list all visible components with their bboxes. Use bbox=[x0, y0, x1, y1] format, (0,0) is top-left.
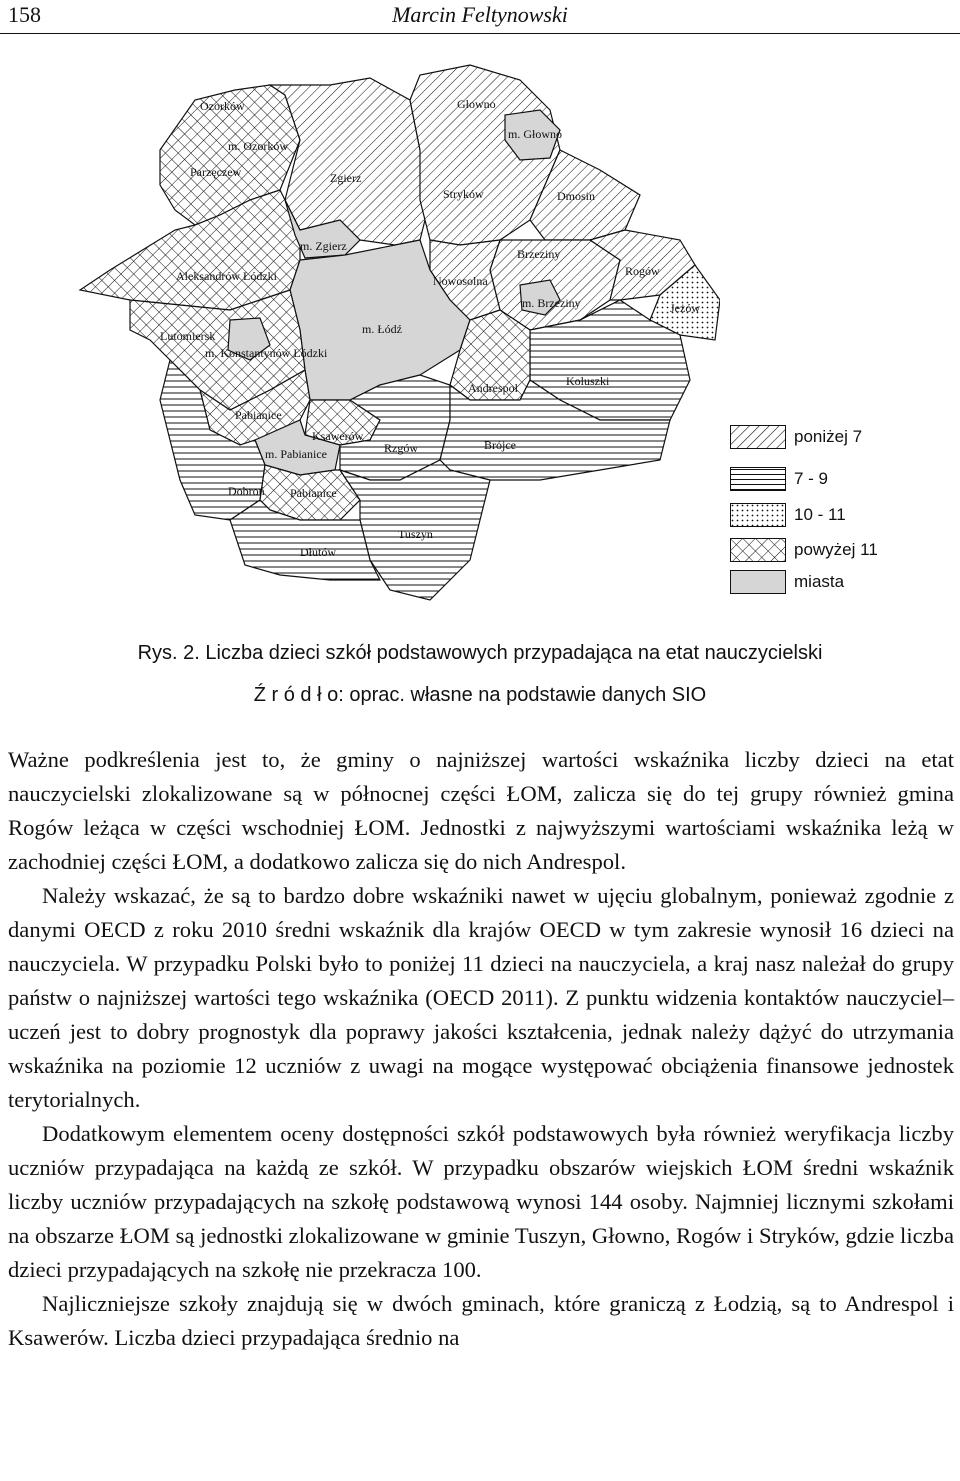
legend-item-7-9 bbox=[730, 467, 950, 495]
body-text bbox=[8, 743, 954, 1355]
legend-item-above-11 bbox=[730, 538, 950, 566]
label-lutomiersk: Lutomiersk bbox=[160, 329, 216, 343]
paragraph: Ważne podkreślenia jest to, że gminy o najniższej wartości wskaźnika liczby dzieci na etat nauczycielski zlokalizowane są w północnej części ŁOM, zalicza się do tej grupy również gmina Rogów leżąca w części wschodniej ŁOM. Jednostki z najwyższymi wartościami wskaźnika leżą w zachodniej części ŁOM, a dodatkowo zalicza się do nich Andrespol. bbox=[8, 747, 954, 874]
page-header bbox=[0, 0, 960, 28]
label-m-lodz: m. Łódź bbox=[362, 322, 402, 336]
legend-label: powyżej 11 bbox=[794, 540, 878, 559]
legend-item-below-7 bbox=[730, 425, 950, 453]
legend-label: 10 - 11 bbox=[794, 505, 846, 524]
label-rzgow: Rzgów bbox=[384, 441, 418, 455]
label-strykow: Stryków bbox=[443, 187, 484, 201]
label-parzeczew: Parzęczew bbox=[190, 165, 242, 179]
label-ksawerow: Ksawerów bbox=[312, 429, 364, 443]
legend-swatch-dots bbox=[730, 503, 786, 527]
label-dobron: Dobroń bbox=[228, 484, 265, 498]
label-pabianice-n: Pabianice bbox=[235, 408, 282, 422]
label-andrespol: Andrespol bbox=[468, 381, 518, 395]
running-head: Marcin Feltynowski bbox=[392, 2, 568, 27]
label-tuszyn: Tuszyn bbox=[398, 527, 433, 541]
label-m-zgierz: m. Zgierz bbox=[300, 239, 347, 253]
paragraph: Najliczniejsze szkoły znajdują się w dwóch gminach, które graniczą z Łodzią, są to Andrespol i Ksawerów. Liczba dzieci przypadająca średnio na bbox=[8, 1291, 954, 1350]
label-nowosolna: Nowosolna bbox=[433, 274, 488, 288]
label-koluszki: Koluszki bbox=[566, 374, 610, 388]
paragraph: Należy wskazać, że są to bardzo dobre wskaźniki nawet w ujęciu globalnym, ponieważ zgodnie z danymi OECD z roku 2010 średni wskaźnik dla krajów OECD w tym zakresie wynosił 16 dzieci na nauczyciela. W przypadku Polski było to poniżej 11 dzieci na nauczyciela, a kraj nasz należał do grupy państw o najniższej wartości tego wskaźnika (OECD 2011). Z punktu widzenia kontaktów nauczyciel–uczeń jest to dobry prognostyk dla poprawy jakości kształcenia, jednak należy dążyć do utrzymania wskaźnika na poziomie 12 uczniów z uwagi na mogące występować obciążenia finansowe jednostek terytorialnych. bbox=[8, 883, 954, 1112]
legend-item-10-11 bbox=[730, 503, 950, 531]
legend-swatch-horizontal bbox=[730, 467, 786, 491]
label-dmosin: Dmosin bbox=[557, 189, 596, 203]
legend-label: 7 - 9 bbox=[794, 469, 829, 488]
label-m-konstantynow: m. Konstantynów Łódzki bbox=[205, 346, 328, 360]
label-brojce: Brójce bbox=[484, 438, 516, 452]
legend-item-cities bbox=[730, 570, 950, 598]
legend-swatch-crosshatch bbox=[730, 538, 786, 562]
legend-swatch-diagonal bbox=[730, 425, 786, 449]
label-aleksandrow: Aleksandrów Łódzki bbox=[176, 269, 277, 283]
page-number: 158 bbox=[8, 2, 41, 27]
label-brzeziny: Brzeziny bbox=[517, 247, 561, 261]
label-rogow: Rogów bbox=[625, 264, 660, 278]
label-ozorkow: Ozorków bbox=[200, 99, 245, 113]
legend-label: miasta bbox=[794, 572, 845, 591]
label-m-brzeziny: m. Brzeziny bbox=[522, 296, 581, 310]
paragraph: Dodatkowym elementem oceny dostępności szkół podstawowych była również weryfikacja liczby uczniów przypadająca na każdą ze szkół. W przypadku obszarów wiejskich ŁOM średni wskaźnik liczby uczniów przypadających na szkołę podstawową wynosi 144 osoby. Najmniej licznymi szkołami na obszarze ŁOM są jednostki zlokalizowane w gminie Tuszyn, Głowno, Rogów i Stryków, gdzie liczba dzieci przypadających na szkołę nie przekracza 100. bbox=[8, 1121, 954, 1282]
figure-source: Ź r ó d ł o: oprac. własne na podstawie danych SIO bbox=[253, 684, 707, 706]
legend-swatch-grey bbox=[730, 570, 786, 594]
label-m-ozorkow: m. Ozorków bbox=[228, 139, 288, 153]
legend-label: poniżej 7 bbox=[794, 427, 863, 446]
label-dlutow: Dłutów bbox=[300, 545, 336, 559]
label-pabianice-s: Pabianice bbox=[290, 486, 337, 500]
figure-caption: Rys. 2. Liczba dzieci szkół podstawowych przypadająca na etat nauczycielski bbox=[137, 642, 823, 664]
label-jezow: Jeżów bbox=[670, 301, 700, 315]
label-m-pabianice: m. Pabianice bbox=[265, 447, 327, 461]
commune-map bbox=[60, 60, 720, 620]
label-m-glowno: m. Głowno bbox=[508, 127, 562, 141]
label-zgierz: Zgierz bbox=[330, 171, 362, 185]
label-glowno: Głowno bbox=[457, 97, 496, 111]
header-rule bbox=[0, 33, 960, 34]
